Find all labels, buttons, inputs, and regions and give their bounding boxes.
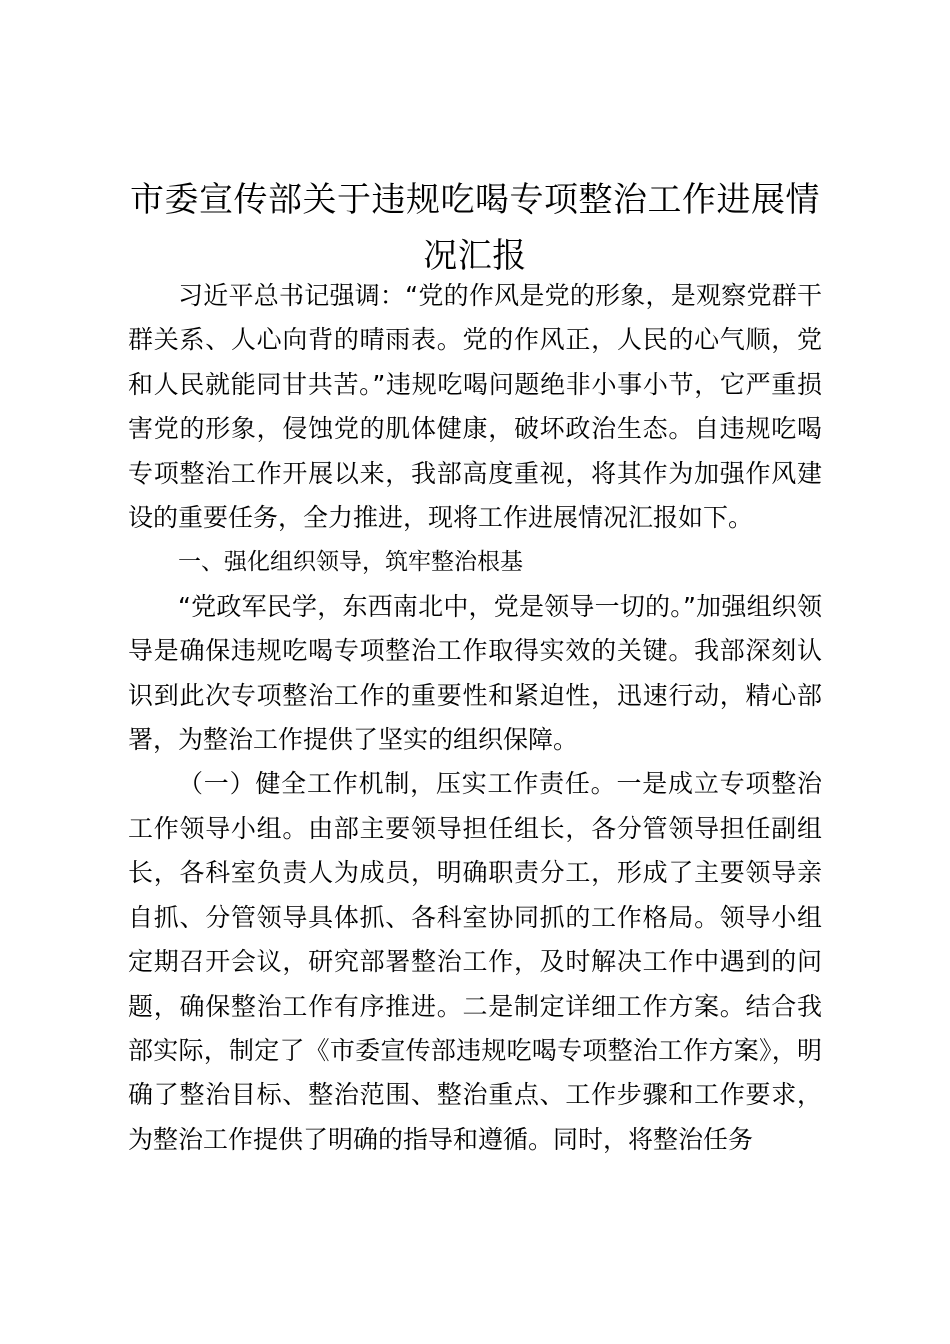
document-title: 市委宣传部关于违规吃喝专项整治工作进展情况汇报 (130, 180, 820, 276)
section-heading-1: 一、强化组织领导，筑牢整治根基 (178, 549, 523, 576)
document-body (128, 274, 822, 1162)
subsection-1-paragraph: （一）健全工作机制，压实工作责任。一是成立专项整治工作领导小组。由部主要领导担任组长，各分管领导担任副组长，各科室负责人为成员，明确职责分工，形成了主要领导亲自抓、分管领导具体抓、各科室协同抓的工作格局。领导小组定期召开会议，研究部署整治工作，及时解决工作中遇到的问题，确保整治工作有序推进。二是制定详细工作方案。结合我部实际，制定了《市委宣传部违规吃喝专项整治工作方案》，明确了整治目标、整治范围、整治重点、工作步骤和工作要求，为整治工作提供了明确的指导和遵循。同时，将整治任务 (128, 769, 822, 1154)
intro-paragraph: 习近平总书记强调：“党的作风是党的形象，是观察党群干群关系、人心向背的晴雨表。党的作风正，人民的心气顺，党和人民就能同甘共苦。”违规吃喝问题绝非小事小节，它严重损害党的形象，侵蚀党的肌体健康，破坏政治生态。自违规吃喝专项整治工作开展以来，我部高度重视，将其作为加强作风建设的重要任务，全力推进，现将工作进展情况汇报如下。 (128, 281, 822, 533)
section-1-intro-paragraph: “党政军民学，东西南北中，党是领导一切的。”加强组织领导是确保违规吃喝专项整治工作取得实效的关键。我部深刻认识到此次专项整治工作的重要性和紧迫性，迅速行动，精心部署，为整治工作提供了坚实的组织保障。 (128, 591, 822, 755)
